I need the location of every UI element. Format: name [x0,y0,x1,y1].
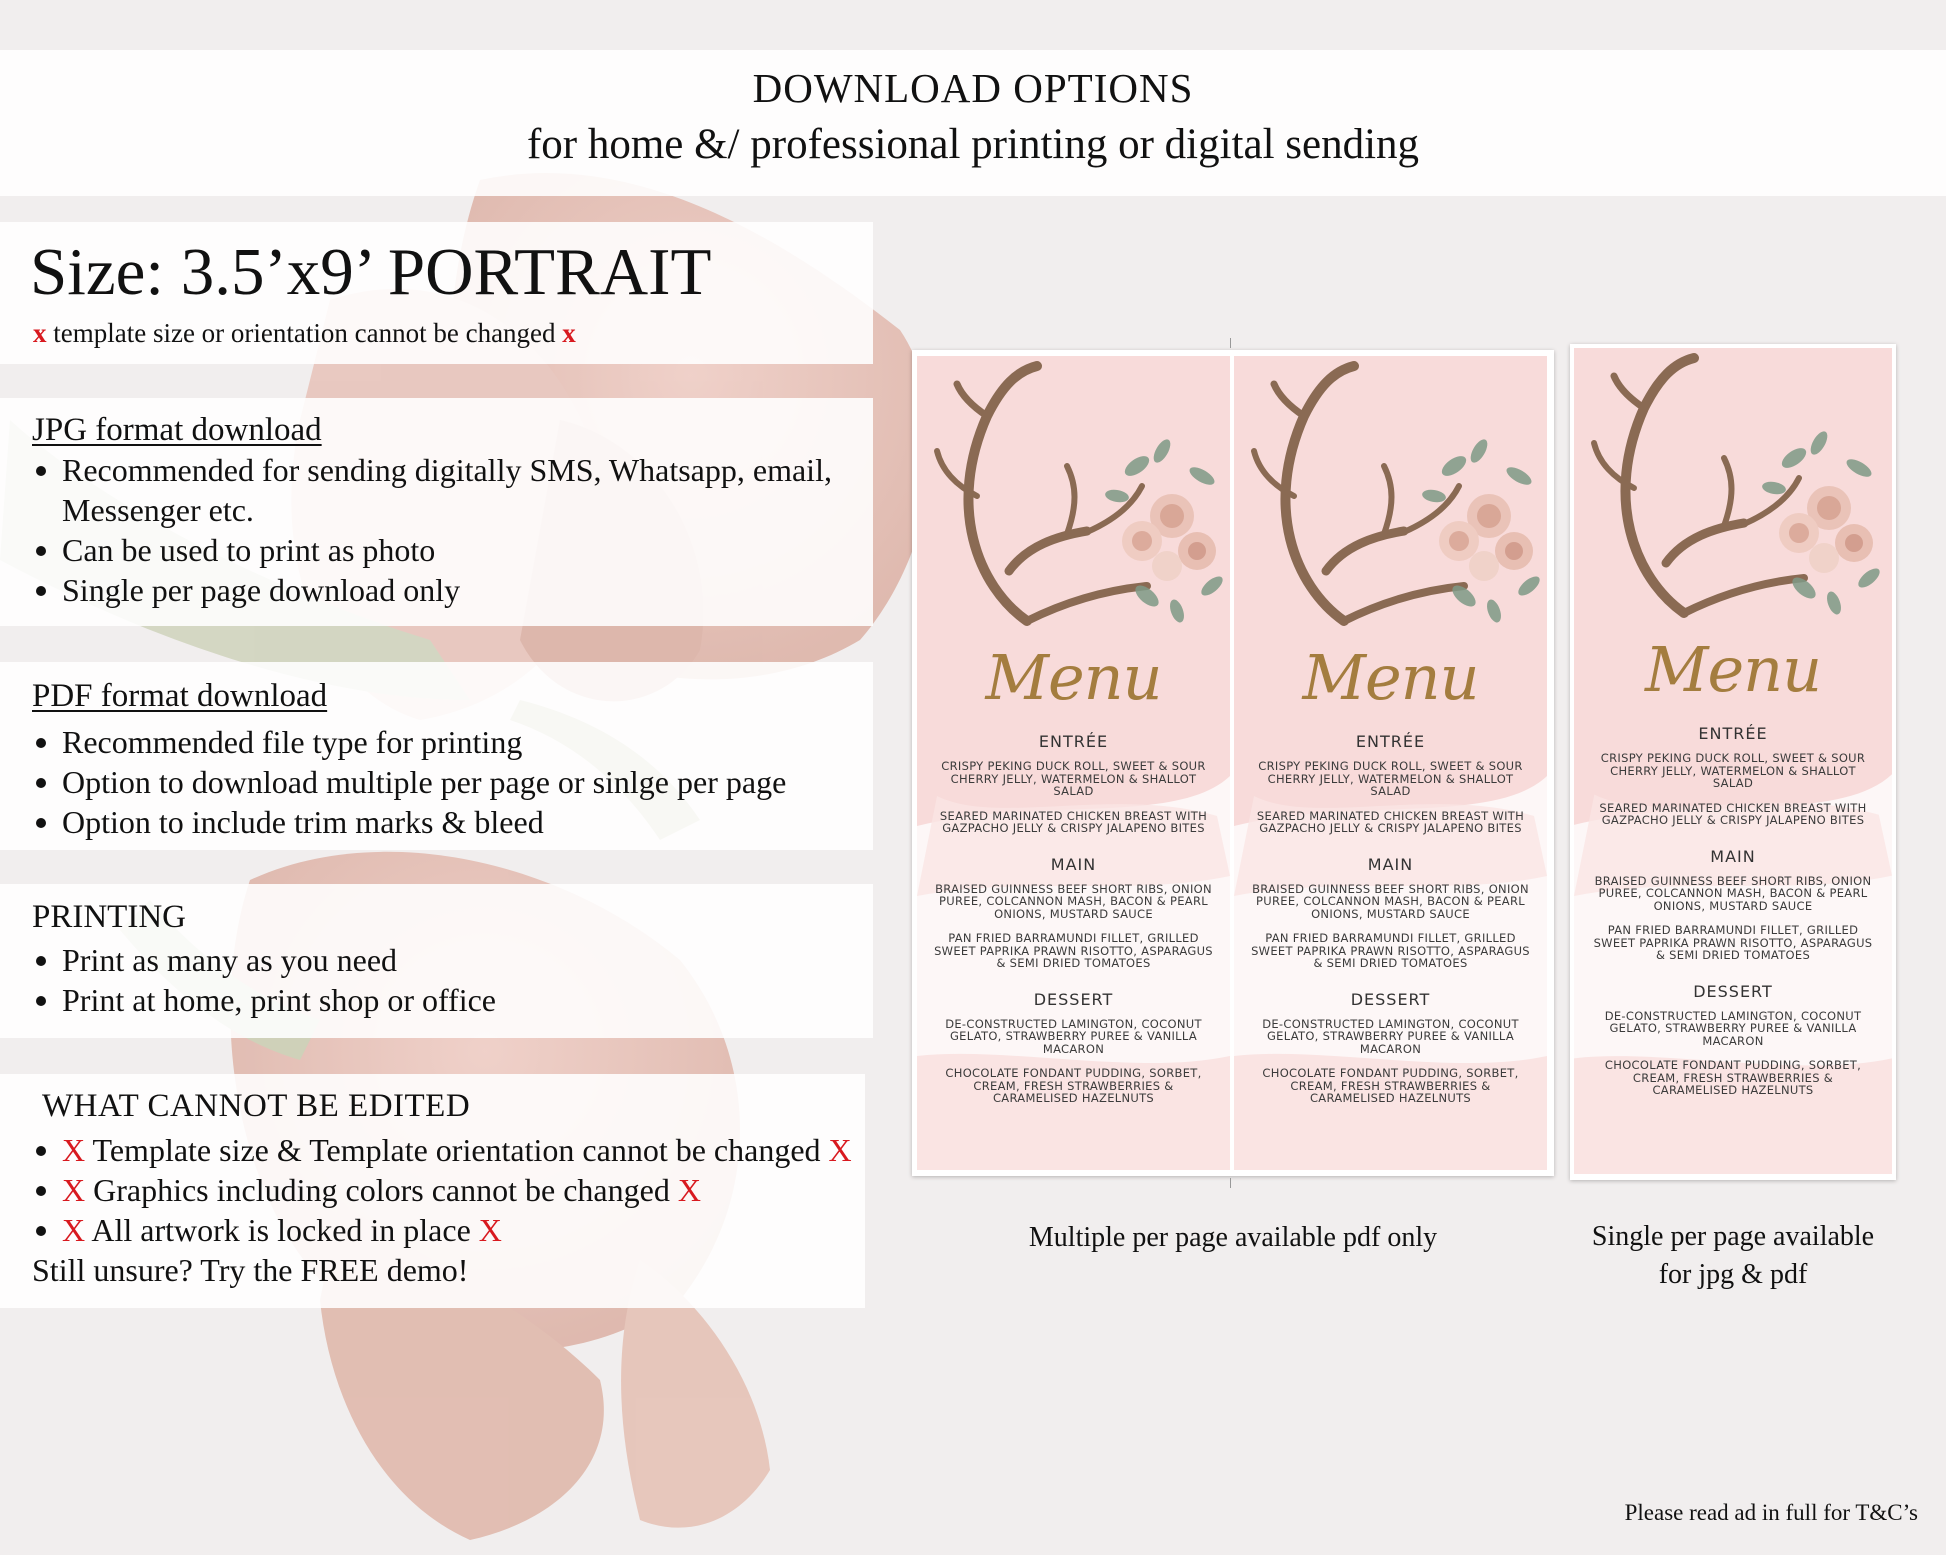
menu-dish: SEARED MARINATED CHICKEN BREAST WITH GAZPACHO JELLY & CRISPY JALAPENO BITES [1256,808,1525,835]
menu-card [1234,356,1547,1170]
menu-dish: CRISPY PEKING DUCK ROLL, SWEET & SOUR CHERRY JELLY, WATERMELON & SHALLOT SALAD [941,759,1206,798]
menu-dish: CRISPY PEKING DUCK ROLL, SWEET & SOUR CHERRY JELLY, WATERMELON & SHALLOT SALAD [1258,759,1523,798]
menu-body [917,732,1230,1117]
deer-antler-floral-icon [1234,356,1547,656]
list-item: Messenger etc. [62,492,254,528]
x-mark: x [562,318,576,348]
menu-dish: DE-CONSTRUCTED LAMINGTON, COCONUT GELATO, STRAWBERRY PUREE & VANILLA MACARON [1604,1008,1862,1048]
menu-card [1574,348,1892,1174]
multiple-caption: Multiple per page available pdf only [1028,1222,1438,1253]
menu-dish: BRAISED GUINNESS BEEF SHORT RIBS, ONION PUREE, COLCANNON MASH, BACON & PEARL ONIONS, MUSTARD SAUCE [1252,881,1529,921]
x-mark: X [62,1132,86,1168]
list-item: X Template size & Template orientation cannot be changed X [32,1130,852,1170]
multiple-per-page-sheet [912,350,1554,1176]
single-caption-line: for jpg & pdf [1658,1259,1808,1290]
menu-title: Menu [1302,641,1479,714]
menu-dish: CHOCOLATE FONDANT PUDDING, SORBET, CREAM, FRESH STRAWBERRIES & CARAMELISED HAZELNUTS [1262,1066,1519,1105]
size-note [33,318,576,349]
menu-section-title: ENTRÉE [1355,732,1426,751]
list-item: Option to download multiple per page or sinlge per page [32,762,786,802]
cannot-edit-list [32,1130,852,1250]
menu-section-title: DESSERT [1693,981,1773,1001]
menu-dish: DE-CONSTRUCTED LAMINGTON, COCONUT GELATO, STRAWBERRY PUREE & VANILLA MACARON [1262,1016,1519,1056]
x-mark: X [828,1132,852,1168]
size-title: Size: 3.5’x9’ PORTRAIT [30,235,712,309]
menu-dish: CHOCOLATE FONDANT PUDDING, SORBET, CREAM, FRESH STRAWBERRIES & CARAMELISED HAZELNUTS [1604,1058,1862,1097]
deer-antler-floral-icon [1574,348,1887,648]
x-mark: X [62,1212,86,1248]
header-band [0,50,1946,196]
menu-dish: BRAISED GUINNESS BEEF SHORT RIBS, ONION PUREE, COLCANNON MASH, BACON & PEARL ONIONS, MUSTARD SAUCE [935,881,1212,921]
list-item: X Graphics including colors cannot be changed X [32,1170,852,1210]
menu-dish: PAN FRIED BARRAMUNDI FILLET, GRILLED SWEET PAPRIKA PRAWN RISOTTO, ASPARAGUS & SEMI DRIED TOMATOES [934,931,1213,970]
jpg-list [32,450,832,610]
menu-dish: SEARED MARINATED CHICKEN BREAST WITH GAZPACHO JELLY & CRISPY JALAPENO BITES [1599,800,1867,827]
menu-title: Menu [1644,633,1822,706]
list-item: Print at home, print shop or office [32,980,496,1020]
single-per-page-sheet [1570,344,1896,1180]
size-panel [0,222,873,364]
menu-dish: SEARED MARINATED CHICKEN BREAST WITH GAZPACHO JELLY & CRISPY JALAPENO BITES [939,808,1208,835]
terms-note: Please read ad in full for T&C’s [1624,1500,1918,1525]
size-note-text: template size or orientation cannot be changed [46,318,563,348]
x-mark: X [677,1172,701,1208]
cannot-edit-panel [0,1074,865,1308]
menu-section-title: DESSERT [1350,989,1431,1009]
jpg-format-panel [0,398,873,626]
x-mark: x [33,318,47,348]
menu-dish: BRAISED GUINNESS BEEF SHORT RIBS, ONION PUREE, COLCANNON MASH, BACON & PEARL ONIONS, MUSTARD SAUCE [1594,873,1872,913]
menu-body [1234,732,1547,1117]
menu-dish: CRISPY PEKING DUCK ROLL, SWEET & SOUR CHERRY JELLY, WATERMELON & SHALLOT SALAD [1600,751,1866,790]
list-item: Recommended file type for printing [32,722,786,762]
menu-dish: DE-CONSTRUCTED LAMINGTON, COCONUT GELATO, STRAWBERRY PUREE & VANILLA MACARON [945,1016,1202,1056]
single-caption-line: Single per page available [1591,1221,1875,1252]
trim-mark [1230,1178,1231,1188]
trim-mark [1230,338,1231,348]
menu-dish: PAN FRIED BARRAMUNDI FILLET, GRILLED SWEET PAPRIKA PRAWN RISOTTO, ASPARAGUS & SEMI DRIED TOMATOES [1251,931,1530,970]
menu-card [917,356,1230,1170]
page-title: DOWNLOAD OPTIONS [752,65,1194,111]
pdf-list [32,722,786,842]
free-demo-note: Still unsure? Try the FREE demo! [32,1252,469,1288]
list-item: Print as many as you need [32,940,496,980]
menu-section-title: ENTRÉE [1698,724,1768,743]
list-item: Recommended for sending digitally SMS, Whatsapp, email, [32,450,832,490]
printing-list [32,940,496,1020]
cannot-edit-heading: WHAT CANNOT BE EDITED [42,1088,471,1124]
list-item: Can be used to print as photo [32,530,832,570]
x-mark: X [478,1212,502,1248]
menu-section-title: MAIN [1050,854,1097,874]
menu-section-title: MAIN [1710,846,1756,866]
menu-title: Menu [985,641,1162,714]
printing-panel [0,884,873,1038]
page-subtitle: for home &/ professional printing or digital sending [526,121,1420,168]
x-mark: X [62,1172,86,1208]
deer-antler-floral-icon [917,356,1230,656]
menu-dish: CHOCOLATE FONDANT PUDDING, SORBET, CREAM, FRESH STRAWBERRIES & CARAMELISED HAZELNUTS [945,1066,1202,1105]
menu-dish: PAN FRIED BARRAMUNDI FILLET, GRILLED SWEET PAPRIKA PRAWN RISOTTO, ASPARAGUS & SEMI DRIED TOMATOES [1593,923,1873,962]
pdf-heading: PDF format download [32,678,328,714]
list-item: X All artwork is locked in place X [32,1210,852,1250]
list-item: Option to include trim marks & bleed [32,802,786,842]
printing-heading: PRINTING [32,899,186,935]
list-item: Single per page download only [32,570,832,610]
pdf-format-panel [0,662,873,850]
menu-section-title: DESSERT [1033,989,1114,1009]
single-caption [1570,1218,1896,1294]
menu-section-title: MAIN [1367,854,1414,874]
jpg-heading: JPG format download [32,412,322,448]
menu-section-title: ENTRÉE [1038,732,1109,751]
menu-body [1574,724,1892,1109]
